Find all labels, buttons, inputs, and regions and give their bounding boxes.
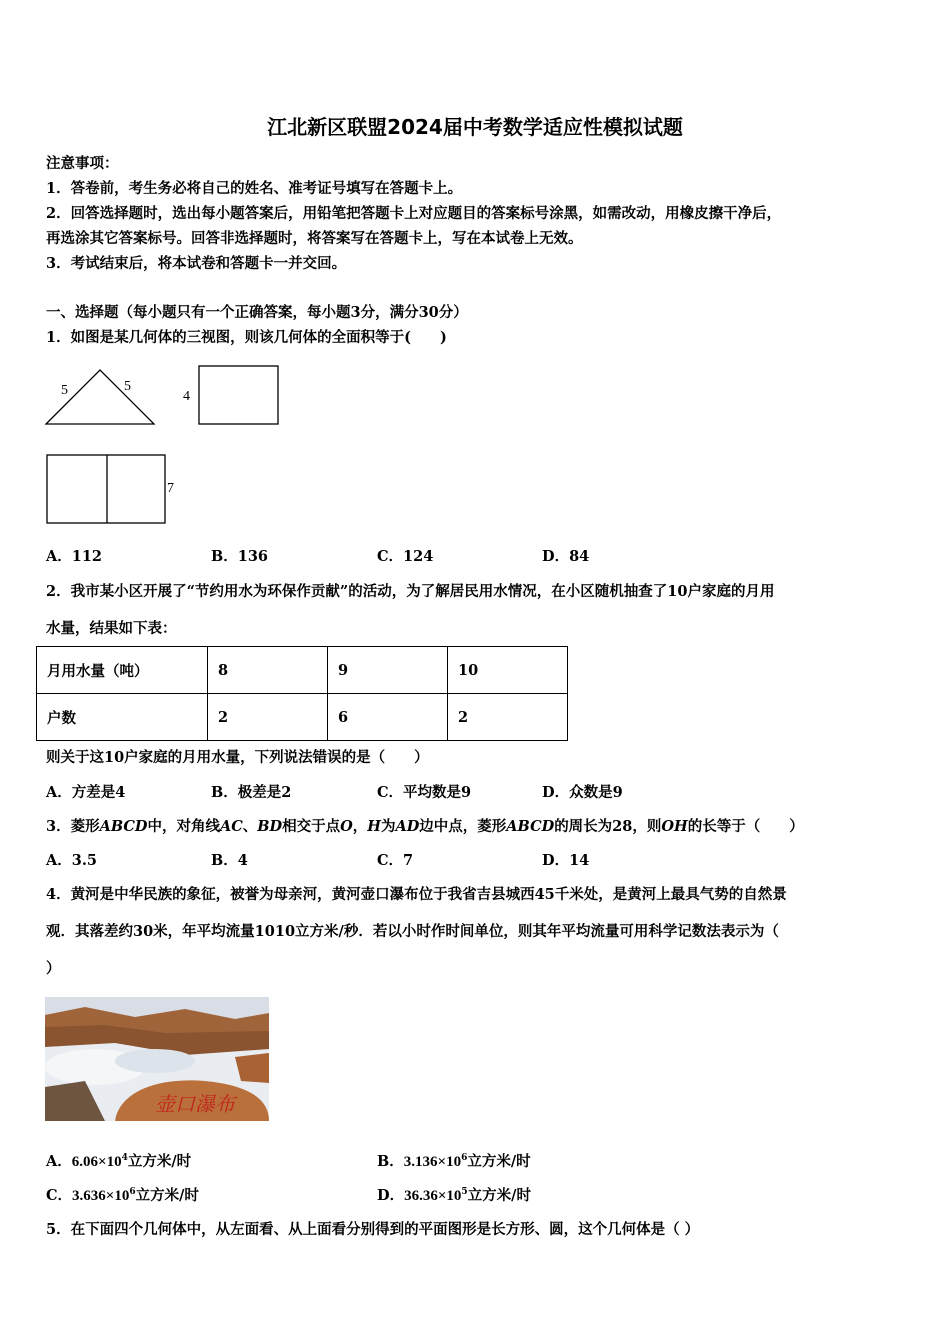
triangle-left-label: 5	[61, 383, 68, 398]
option-c[interactable]: C．$3.636\times 10^6$立方米/时	[46, 1187, 199, 1204]
length-label: 7	[167, 481, 174, 496]
table-cell: 8	[208, 647, 328, 694]
question-4-stem-cont: 观．其落差约30米，年平均流量1010立方米/秒．若以小时作时间单位，则其年平均流量可用科学记数法表示为（	[46, 923, 779, 940]
three-view-figure	[40, 360, 290, 535]
notice-heading: 注意事项：	[46, 155, 119, 172]
question-4-stem-end: ）	[46, 960, 61, 977]
option-a[interactable]: A．方差是4	[46, 784, 126, 801]
option-b[interactable]: B．$3.136\times 10^6$立方米/时	[377, 1153, 531, 1170]
page-title: 江北新区联盟2024届中考数学适应性模拟试题	[267, 115, 683, 139]
option-b[interactable]: B．4	[211, 852, 248, 869]
table-cell: 10	[448, 647, 568, 694]
option-d[interactable]: D．84	[542, 548, 590, 565]
option-d[interactable]: D．$36.36\times 10^5$立方米/时	[377, 1187, 531, 1204]
option-a[interactable]: A．112	[46, 548, 103, 565]
height-label: 4	[183, 389, 190, 404]
option-a[interactable]: A．3.5	[46, 852, 97, 869]
option-c[interactable]: C．124	[377, 548, 434, 565]
question-2-prompt: 则关于这10户家庭的月用水量，下列说法错误的是（ ）	[46, 749, 429, 766]
option-d[interactable]: D．14	[542, 852, 590, 869]
notice-item: 3．考试结束后，将本试卷和答题卡一并交回。	[46, 255, 347, 272]
question-2-stem: 2．我市某小区开展了“节约用水为环保作贡献”的活动，为了解居民用水情况，在小区随机抽查了10户家庭的月用	[46, 583, 775, 600]
notice-item: 2．回答选择题时，选出每小题答案后，用铅笔把答题卡上对应题目的答案标号涂黑，如需改动，用橡皮擦干净后，	[46, 205, 782, 222]
section-heading: 一、选择题（每小题只有一个正确答案，每小题3分，满分30分）	[46, 304, 468, 321]
question-4-stem: 4．黄河是中华民族的象征，被誉为母亲河，黄河壶口瀑布位于我省吉县城西45千米处，是黄河上最具气势的自然景	[46, 886, 787, 903]
triangle-right-label: 5	[124, 379, 131, 394]
table-cell: 2	[448, 694, 568, 741]
option-c[interactable]: C．7	[377, 852, 414, 869]
top-view-rectangle	[47, 455, 165, 523]
question-1-stem: 1．如图是某几何体的三视图，则该几何体的全面积等于( )	[46, 329, 447, 346]
notice-item: 1．答卷前，考生务必将自己的姓名、准考证号填写在答题卡上。	[46, 180, 463, 197]
notice-item: 再选涂其它答案标号。回答非选择题时，将答案写在答题卡上，写在本试卷上无效。	[46, 230, 583, 247]
table-cell: 2	[208, 694, 328, 741]
table-cell: 9	[328, 647, 448, 694]
question-2-stem-cont: 水量，结果如下表：	[46, 620, 177, 637]
hukou-waterfall-photo	[45, 997, 269, 1121]
option-b[interactable]: B．136	[211, 548, 269, 565]
table-row	[37, 647, 568, 694]
option-a[interactable]: A．$6.06\times 10^4$立方米/时	[46, 1153, 192, 1170]
photo-caption: 壶口瀑布	[155, 1092, 235, 1116]
side-view-rectangle	[199, 366, 278, 424]
table-cell: 户数	[37, 694, 208, 741]
option-d[interactable]: D．众数是9	[542, 784, 623, 801]
question-3-stem: 3．菱形ABCD中，对角线AC、BD相交于点O，H为AD边中点，菱形ABCD的周长为28，则OH的长等于（ ）	[46, 818, 804, 835]
water-usage-table	[36, 646, 568, 741]
option-b[interactable]: B．极差是2	[211, 784, 292, 801]
table-cell: 6	[328, 694, 448, 741]
option-c[interactable]: C．平均数是9	[377, 784, 472, 801]
question-5-stem: 5．在下面四个几何体中，从左面看、从上面看分别得到的平面图形是长方形、圆，这个几何体是（ ）	[46, 1221, 700, 1238]
table-row	[37, 694, 568, 741]
table-cell: 月用水量（吨）	[37, 647, 208, 694]
